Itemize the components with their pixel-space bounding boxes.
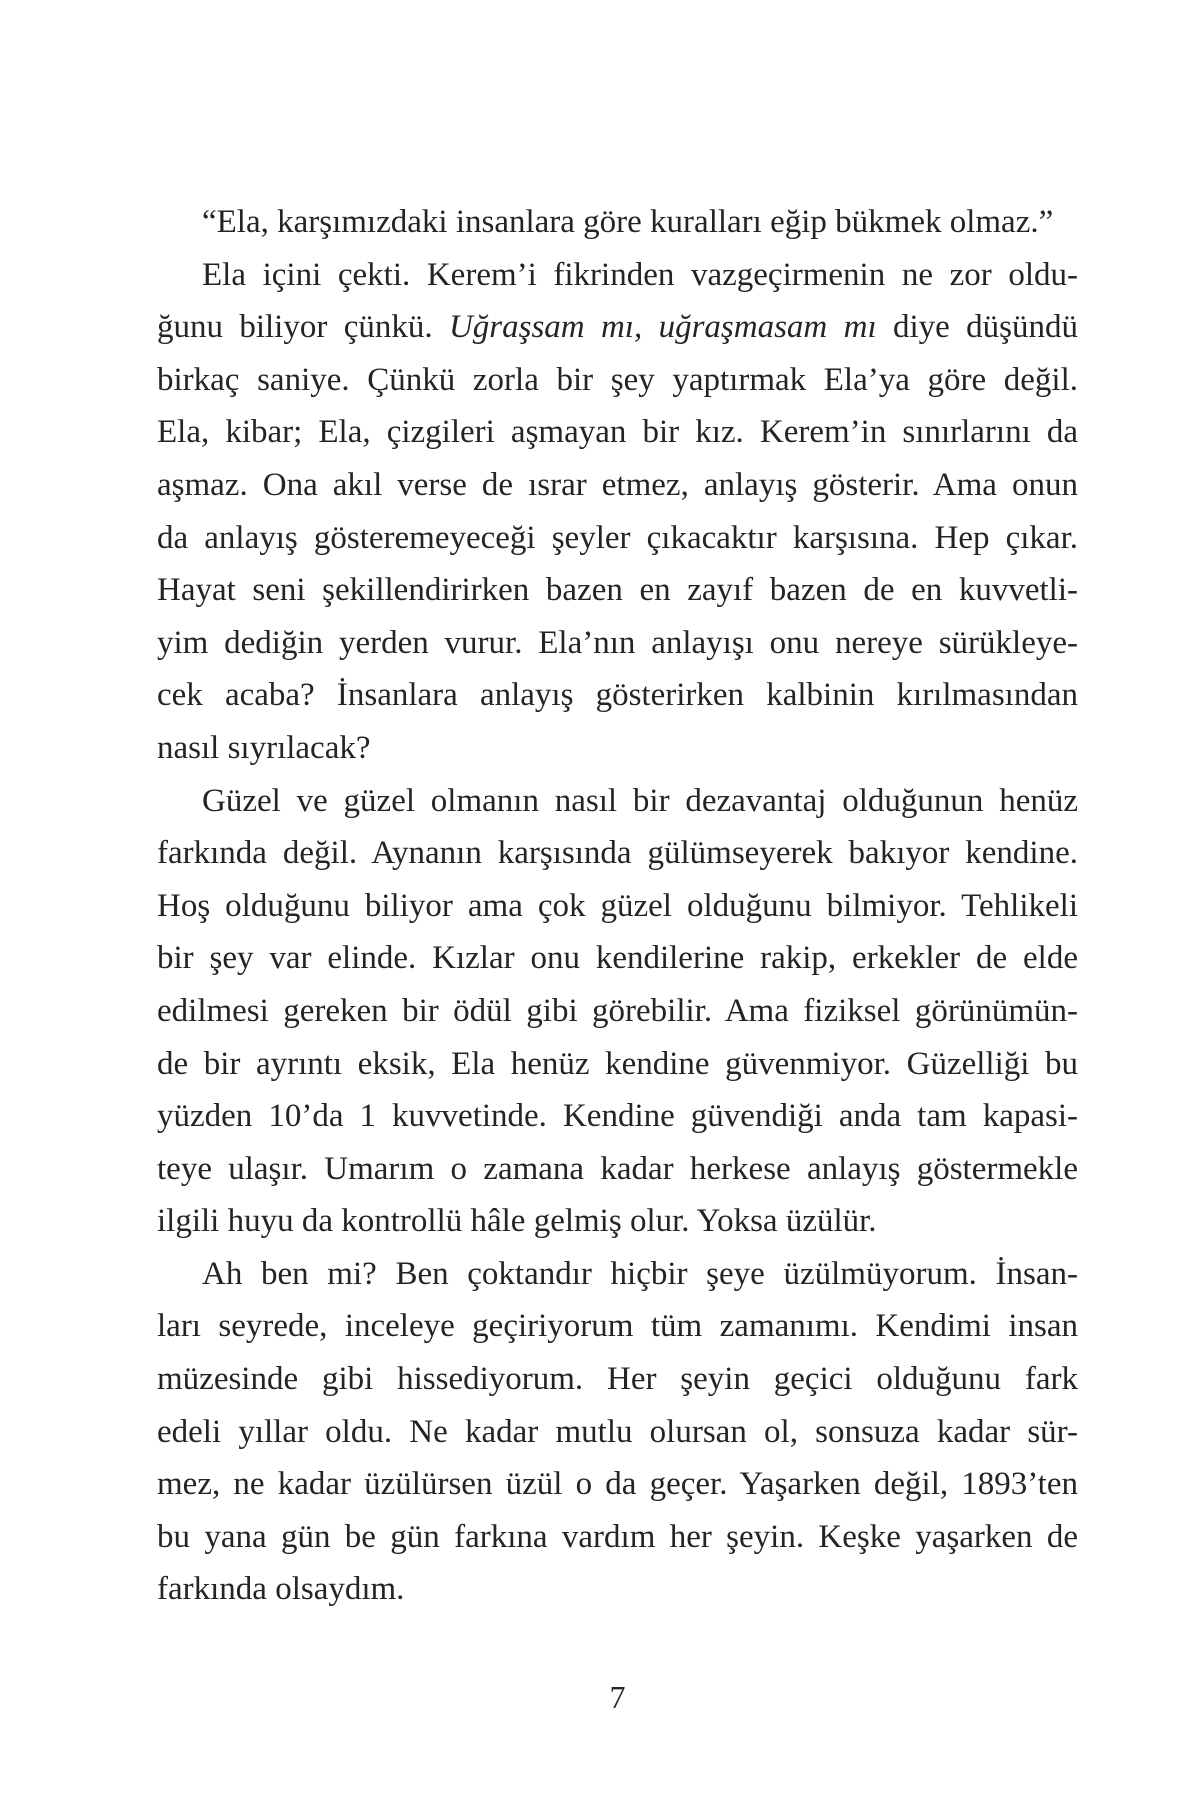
text-line xyxy=(157,617,1078,670)
text-block xyxy=(157,196,1078,1616)
text-segment: diye düşündü xyxy=(876,309,1078,346)
text-line xyxy=(157,1090,1078,1143)
text-line xyxy=(157,1195,1078,1248)
text-line xyxy=(157,1563,1078,1616)
text-segment: Hayat seni şekillendirirken bazen en zayıf bazen de en kuvvetli- xyxy=(157,572,1078,609)
text-line xyxy=(157,985,1078,1038)
text-segment: cek acaba? İnsanlara anlayış gösterirken kalbinin kırılmasından xyxy=(157,677,1078,714)
text-line xyxy=(157,1458,1078,1511)
text-segment: ları seyrede, inceleye geçiriyorum tüm zamanımı. Kendimi insan xyxy=(157,1308,1078,1345)
text-line xyxy=(157,406,1078,459)
text-line xyxy=(157,249,1078,302)
text-line xyxy=(157,1038,1078,1091)
text-line xyxy=(157,1248,1078,1301)
text-segment: aşmaz. Ona akıl verse de ısrar etmez, anlayış gösterir. Ama onun xyxy=(157,466,1078,503)
text-line xyxy=(157,301,1078,354)
text-segment: bir şey var elinde. Kızlar onu kendilerine rakip, erkekler de elde xyxy=(157,940,1078,977)
text-segment: Hoş olduğunu biliyor ama çok güzel olduğunu bilmiyor. Tehlikeli xyxy=(157,887,1078,924)
text-segment: farkında olsaydım. xyxy=(157,1571,405,1608)
text-segment: bu yana gün be gün farkına vardım her şeyin. Keşke yaşarken de xyxy=(157,1518,1078,1555)
text-segment: yüzden 10’da 1 kuvvetinde. Kendine güvendiği anda tam kapasi- xyxy=(157,1098,1078,1135)
text-segment: farkında değil. Aynanın karşısında gülümseyerek bakıyor kendine. xyxy=(157,835,1078,872)
text-segment: mez, ne kadar üzülürsen üzül o da geçer. Yaşarken değil, 1893’ten xyxy=(157,1466,1078,1503)
text-line xyxy=(157,459,1078,512)
text-line xyxy=(157,669,1078,722)
text-segment: müzesinde gibi hissediyorum. Her şeyin geçici olduğunu fark xyxy=(157,1361,1078,1398)
text-line xyxy=(157,932,1078,985)
page-number: 7 xyxy=(609,1679,626,1715)
text-line xyxy=(157,880,1078,933)
text-segment: de bir ayrıntı eksik, Ela henüz kendine güvenmiyor. Güzelliği bu xyxy=(157,1045,1078,1082)
text-segment: yim dediğin yerden vurur. Ela’nın anlayışı onu nereye sürükleye- xyxy=(157,624,1078,661)
text-segment: ilgili huyu da kontrollü hâle gelmiş olur. Yoksa üzülür. xyxy=(157,1203,877,1240)
text-line xyxy=(157,1143,1078,1196)
text-segment: edeli yıllar oldu. Ne kadar mutlu olursan ol, sonsuza kadar sür- xyxy=(157,1413,1078,1450)
text-line xyxy=(157,564,1078,617)
text-segment: Ela içini çekti. Kerem’i fikrinden vazgeçirmenin ne zor oldu- xyxy=(202,256,1078,293)
text-segment: nasıl sıyrılacak? xyxy=(157,729,371,766)
text-line xyxy=(157,775,1078,828)
text-segment: Güzel ve güzel olmanın nasıl bir dezavantaj olduğunun henüz xyxy=(202,782,1078,819)
text-line xyxy=(157,354,1078,407)
text-segment: “Ela, karşımızdaki insanlara göre kuralları eğip bükmek olmaz.” xyxy=(202,204,1054,240)
text-segment: da anlayış gösteremeyeceği şeyler çıkacaktır karşısına. Hep çıkar. xyxy=(157,519,1078,556)
text-line xyxy=(157,196,1078,249)
text-segment: teye ulaşır. Umarım o zamana kadar herkese anlayış göstermekle xyxy=(157,1150,1078,1187)
text-line xyxy=(157,512,1078,565)
italic-text-segment: Uğraşsam mı, uğraşmasam mı xyxy=(448,309,877,346)
text-line xyxy=(157,1406,1078,1459)
text-line xyxy=(157,1353,1078,1406)
text-line xyxy=(157,827,1078,880)
text-segment: edilmesi gereken bir ödül gibi görebilir. Ama fiziksel görünümün- xyxy=(157,992,1078,1029)
text-segment: Ah ben mi? Ben çoktandır hiçbir şeye üzülmüyorum. İnsan- xyxy=(202,1255,1078,1292)
text-segment: Ela, kibar; Ela, çizgileri aşmayan bir kız. Kerem’in sınırlarını da xyxy=(157,414,1078,451)
text-line xyxy=(157,1300,1078,1353)
text-segment: birkaç saniye. Çünkü zorla bir şey yaptırmak Ela’ya göre değil. xyxy=(157,361,1078,398)
text-line xyxy=(157,722,1078,775)
text-segment: ğunu biliyor çünkü. xyxy=(157,309,449,346)
text-line xyxy=(157,1511,1078,1564)
